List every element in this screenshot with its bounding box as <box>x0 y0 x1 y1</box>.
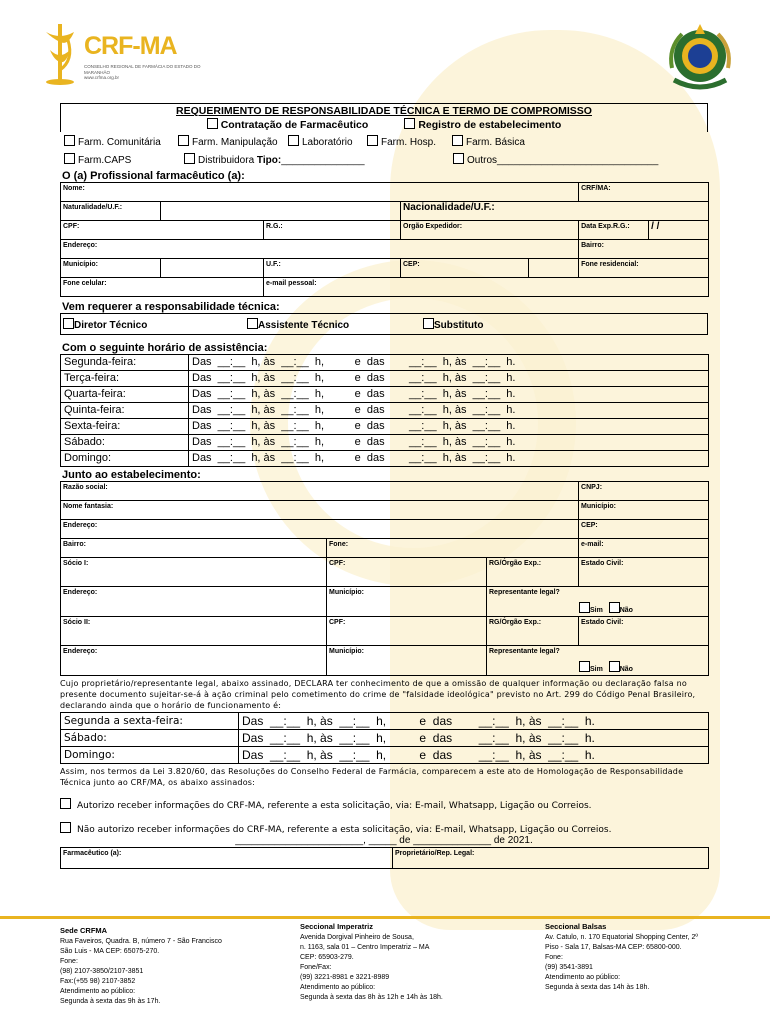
label-nao: Não <box>619 666 633 673</box>
footer-sede-title: Sede CRFMA <box>60 926 108 935</box>
footer-line: Segunda à sexta das 8h às 12h e 14h às 18h. <box>300 994 443 1001</box>
field-bairro[interactable]: Bairro: <box>579 240 709 259</box>
field-fone-res[interactable]: Fone residencial: <box>579 259 709 278</box>
schedule-hours-field[interactable]: Das __:__ h, às __:__ h, e das __:__ h, às __:__ h. <box>189 451 709 467</box>
field-fantasia[interactable]: Nome fantasia: <box>61 501 579 520</box>
label-type: Farm. Hosp. <box>381 137 437 148</box>
schedule-row <box>61 435 709 451</box>
footer-line: Atendimento ao público: <box>60 988 136 995</box>
field-socio1-civil[interactable]: Estado Civil: <box>579 558 709 587</box>
footer-balsas-title: Seccional Balsas <box>545 922 607 931</box>
field-nacionalidade[interactable]: Nacionalidade/U.F.: <box>401 202 709 221</box>
footer-line: Segunda à sexta das 9h às 17h. <box>60 998 161 1005</box>
schedule-day-label: Sexta-feira: <box>61 419 189 435</box>
homologation-text: Assim, nos termos da Lei 3.820/60, das Resoluções do Conselho Federal de Farmácia, comparecem a este ato de Homologação de Responsabilidade Técnica junto ao CRF/MA, os abaixo assinados: <box>60 767 684 787</box>
field-email[interactable]: e-mail pessoal: <box>264 278 709 297</box>
checkbox-substituto[interactable] <box>423 318 434 329</box>
funcionamento-row <box>61 730 709 747</box>
funcionamento-row <box>61 747 709 764</box>
schedule-hours-field[interactable]: Das __:__ h, às __:__ h, e das __:__ h, às __:__ h. <box>189 355 709 371</box>
footer-sede <box>60 926 222 1007</box>
section-responsabilidade: Vem requerer a responsabilidade técnica: <box>62 301 280 313</box>
funcionamento-hours-field[interactable]: Das __:__ h, às __:__ h, e das __:__ h, às __:__ h. <box>239 713 709 730</box>
label-contratacao: Contratação de Farmacêutico <box>220 119 369 131</box>
label-nao: Não <box>619 607 633 614</box>
checkbox-farm-basica[interactable] <box>452 135 463 146</box>
field-est-cep[interactable]: CEP: <box>579 520 709 539</box>
label-type: Outros <box>467 155 498 166</box>
field-socio1-mun[interactable]: Município: <box>327 587 487 617</box>
field-est-municipio[interactable]: Município: <box>579 501 709 520</box>
responsabilidade-options <box>60 313 708 335</box>
footer-line: Atendimento ao público: <box>300 984 376 991</box>
footer-line: Segunda à sexta das 14h às 18h. <box>545 984 650 991</box>
label-diretor: Diretor Técnico <box>74 320 148 331</box>
footer-line: Fax:(+55 98) 2107-3852 <box>60 978 136 985</box>
table-estabelecimento <box>60 481 709 676</box>
field-proprietario[interactable]: Proprietário/Rep. Legal: <box>393 848 709 869</box>
footer-line: Piso - Sala 17, Balsas-MA CEP: 65800-000. <box>545 944 682 951</box>
field-fone-cel[interactable]: Fone celular: <box>61 278 264 297</box>
field-est-email[interactable]: e-mail: <box>579 539 709 558</box>
schedule-hours-field[interactable]: Das __:__ h, às __:__ h, e das __:__ h, às __:__ h. <box>189 403 709 419</box>
footer-line: Fone/Fax: <box>300 964 332 971</box>
field-uf[interactable]: U.F.: <box>264 259 401 278</box>
checkbox-contratacao[interactable] <box>207 118 218 129</box>
field-socio1-end[interactable]: Endereço: <box>61 587 327 617</box>
brazil-coat-of-arms-icon <box>664 20 736 92</box>
establishment-type-options <box>60 132 708 169</box>
footer-line: Fone: <box>60 958 78 965</box>
label-type: Farm.CAPS <box>78 155 132 166</box>
label-autorizo: Autorizo receber informações do CRF-MA, referente a esta solicitação, via: E-mail, Whatsapp, Ligação ou Correios. <box>77 801 592 811</box>
checkbox-distribuidora[interactable] <box>184 153 195 164</box>
field-socio2-end[interactable]: Endereço: <box>61 646 327 676</box>
field-est-fone[interactable]: Fone: <box>327 539 579 558</box>
tipo-label: Tipo: <box>256 155 282 166</box>
schedule-day-label: Segunda-feira: <box>61 355 189 371</box>
checkbox-socio2-nao[interactable] <box>609 661 620 672</box>
schedule-hours-field[interactable]: Das __:__ h, às __:__ h, e das __:__ h, às __:__ h. <box>189 435 709 451</box>
schedule-row <box>61 371 709 387</box>
checkbox-farm-comunitaria[interactable] <box>64 135 75 146</box>
footer-imperatriz-title: Seccional Imperatriz <box>300 922 373 931</box>
schedule-day-label: Sábado: <box>61 435 189 451</box>
field-data-exp[interactable]: Data Exp.R.G.: <box>579 221 649 240</box>
field-naturalidade-value[interactable] <box>161 202 401 221</box>
field-municipio-value[interactable] <box>161 259 264 278</box>
footer-imperatriz <box>300 922 443 1003</box>
nao-autorizo-line <box>60 822 708 835</box>
checkbox-farm-hosp[interactable] <box>367 135 378 146</box>
field-socio2-mun[interactable]: Município: <box>327 646 487 676</box>
checkbox-diretor[interactable] <box>63 318 74 329</box>
rep-label: Representante legal? <box>489 648 560 655</box>
schedule-row <box>61 451 709 467</box>
field-est-endereco[interactable]: Endereço: <box>61 520 579 539</box>
label-type: Laboratório <box>302 137 353 148</box>
footer-line: Atendimento ao público: <box>545 974 621 981</box>
schedule-day-label: Domingo: <box>61 451 189 467</box>
checkbox-socio2-sim[interactable] <box>579 661 590 672</box>
checkbox-farm-caps[interactable] <box>64 153 75 164</box>
checkbox-autorizo[interactable] <box>60 798 71 809</box>
checkbox-socio1-nao[interactable] <box>609 602 620 613</box>
label-sim: Sim <box>590 607 603 614</box>
funcionamento-day-label: Segunda a sexta-feira: <box>61 713 239 730</box>
field-socio2[interactable]: Sócio II: <box>61 617 327 646</box>
section-horario: Com o seguinte horário de assistência: <box>62 342 268 354</box>
footer-divider <box>0 916 770 919</box>
label-type: Distribuidora <box>198 155 255 166</box>
checkbox-outros[interactable] <box>453 153 464 164</box>
label-registro: Registro de estabelecimento <box>418 119 562 131</box>
schedule-hours-field[interactable]: Das __:__ h, às __:__ h, e das __:__ h, às __:__ h. <box>189 371 709 387</box>
field-cep-value[interactable] <box>529 259 579 278</box>
logo-subtitle: CONSELHO REGIONAL DE FARMÁCIA DO ESTADO DO MARANHÃO www.crfma.org.br <box>84 64 201 80</box>
field-socio2-rg[interactable]: RG/Órgão Exp.: <box>487 617 579 646</box>
declaration-text: Cujo proprietário/representante legal, abaixo assinado, DECLARA ter conhecimento de que a omissão de qualquer informação ou declaração falsa no presente documento sujeitar-se-á à ação criminal pelo cometimento do crime de "falsidade ideológica" previsto no Art. 299 do Código Penal Brasileiro, declarando ainda que o horário de funcionamento é: <box>60 679 696 710</box>
schedule-day-label: Quarta-feira: <box>61 387 189 403</box>
field-nome[interactable]: Nome: <box>61 183 579 202</box>
footer-line: CEP: 65903-279. <box>300 954 354 961</box>
field-orgao[interactable]: Orgão Expedidor: <box>401 221 579 240</box>
schedule-row <box>61 419 709 435</box>
checkbox-assistente[interactable] <box>247 318 258 329</box>
schedule-hours-field[interactable]: Das __:__ h, às __:__ h, e das __:__ h, às __:__ h. <box>189 387 709 403</box>
table-assinaturas <box>60 847 709 869</box>
field-cep[interactable]: CEP: <box>401 259 529 278</box>
schedule-day-label: Terça-feira: <box>61 371 189 387</box>
field-socio1-cpf[interactable]: CPF: <box>327 558 487 587</box>
label-sim: Sim <box>590 666 603 673</box>
field-farmaceutico[interactable]: Farmacêutico (a): <box>61 848 393 869</box>
autorizo-line <box>60 798 708 811</box>
funcionamento-day-label: Domingo: <box>61 747 239 764</box>
field-socio2-civil[interactable]: Estado Civil: <box>579 617 709 646</box>
table-funcionamento <box>60 712 709 764</box>
checkbox-socio1-sim[interactable] <box>579 602 590 613</box>
footer-line: Av. Catulo, n. 170 Equatorial Shopping Center, 2º <box>545 934 698 941</box>
label-assistente: Assistente Técnico <box>258 320 350 331</box>
form-title: REQUERIMENTO DE RESPONSABILIDADE TÉCNICA E TERMO DE COMPROMISSO <box>176 105 592 117</box>
field-socio2-cpf[interactable]: CPF: <box>327 617 487 646</box>
checkbox-registro[interactable] <box>404 118 415 129</box>
rep-label: Representante legal? <box>489 589 560 596</box>
field-cpf[interactable]: CPF: <box>61 221 264 240</box>
field-endereco[interactable]: Endereço: <box>61 240 579 259</box>
table-profissional <box>60 182 709 297</box>
funcionamento-hours-field[interactable]: Das __:__ h, às __:__ h, e das __:__ h, às __:__ h. <box>239 747 709 764</box>
funcionamento-day-label: Sábado: <box>61 730 239 747</box>
footer-line: n. 1163, sala 01 – Centro Imperatriz – MA <box>300 944 430 951</box>
field-socio1-rg[interactable]: RG/Órgão Exp.: <box>487 558 579 587</box>
crf-ma-logo <box>38 18 201 96</box>
funcionamento-hours-field[interactable]: Das __:__ h, às __:__ h, e das __:__ h, às __:__ h. <box>239 730 709 747</box>
footer-line: Rua Faveiros, Quadra. B, número 7 - São Francisco <box>60 938 222 945</box>
footer-line: São Luis - MA CEP: 65075-270. <box>60 948 160 955</box>
field-socio1-rep <box>487 587 709 617</box>
field-municipio[interactable]: Município: <box>61 259 161 278</box>
schedule-row <box>61 355 709 371</box>
request-form <box>60 103 708 869</box>
logo-text: CRF-MA <box>84 32 177 60</box>
outros-blank[interactable]: _____________________________ <box>497 155 659 166</box>
table-horario <box>60 354 709 467</box>
footer-line: (99) 3541-3891 <box>545 964 593 971</box>
section-estabelecimento: Junto ao estabelecimento: <box>62 469 201 481</box>
tipo-blank[interactable]: _______________ <box>281 155 365 166</box>
footer-line: Fone: <box>545 954 563 961</box>
footer-line: Avenida Dorgival Pinheiro de Sousa, <box>300 934 414 941</box>
field-cnpj[interactable]: CNPJ: <box>579 482 709 501</box>
field-razao[interactable]: Razão social: <box>61 482 579 501</box>
label-type: Farm. Manipulação <box>192 137 278 148</box>
footer-line: (99) 3221-8981 e 3221-8989 <box>300 974 390 981</box>
checkbox-laboratorio[interactable] <box>288 135 299 146</box>
label-type: Farm. Básica <box>466 137 525 148</box>
section-profissional: O (a) Profissional farmacêutico (a): <box>62 170 245 182</box>
footer-balsas <box>545 922 755 993</box>
field-socio2-rep <box>487 646 709 676</box>
schedule-day-label: Quinta-feira: <box>61 403 189 419</box>
field-socio1[interactable]: Sócio I: <box>61 558 327 587</box>
checkbox-nao-autorizo[interactable] <box>60 822 71 833</box>
label-substituto: Substituto <box>434 320 484 331</box>
funcionamento-row <box>61 713 709 730</box>
schedule-hours-field[interactable]: Das __:__ h, às __:__ h, e das __:__ h, às __:__ h. <box>189 419 709 435</box>
caduceus-icon <box>38 20 82 86</box>
field-crf[interactable]: CRF/MA: <box>579 183 709 202</box>
field-naturalidade[interactable]: Naturalidade/U.F.: <box>61 202 161 221</box>
schedule-row <box>61 387 709 403</box>
checkbox-farm-manipulacao[interactable] <box>178 135 189 146</box>
field-est-bairro[interactable]: Bairro: <box>61 539 327 558</box>
schedule-row <box>61 403 709 419</box>
date-line[interactable]: _______________________, _____ de ______________ de 2021. <box>235 835 533 846</box>
footer-line: (98) 2107-3850/2107-3851 <box>60 968 144 975</box>
field-data-exp-value[interactable]: / / <box>649 221 709 240</box>
label-nao-autorizo: Não autorizo receber informações do CRF-MA, referente a esta solicitação, via: E-mail, Whatsapp, Ligação ou Correios. <box>77 825 612 835</box>
form-header <box>60 103 708 132</box>
label-type: Farm. Comunitária <box>78 137 161 148</box>
field-rg[interactable]: R.G.: <box>264 221 401 240</box>
